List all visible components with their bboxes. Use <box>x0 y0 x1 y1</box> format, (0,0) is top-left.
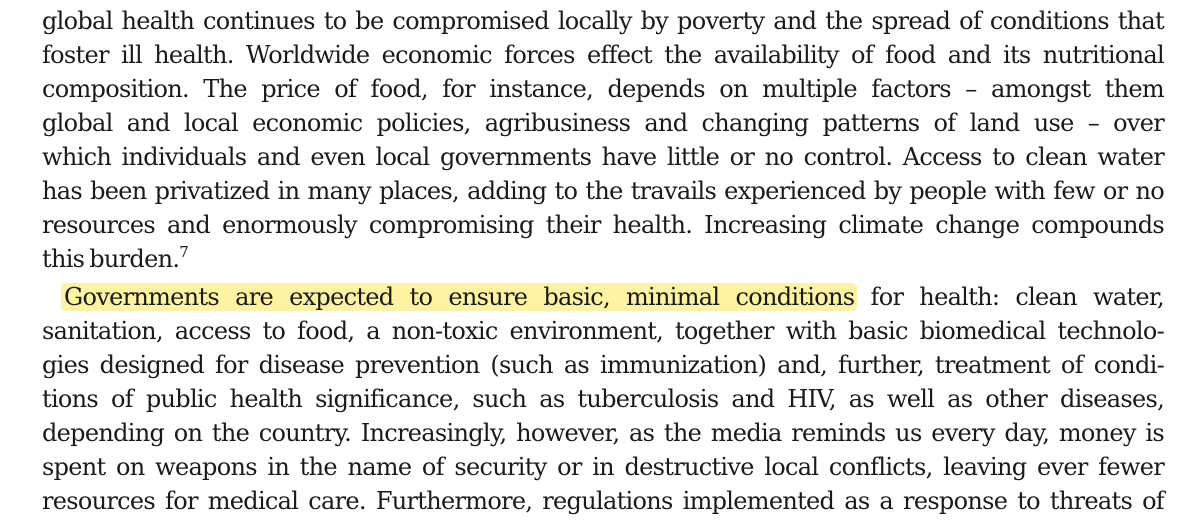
footnote-reference[interactable]: 7 <box>179 243 189 261</box>
paragraph-1-line-8 <box>42 242 1164 276</box>
paragraph-2-line-7: resources for medical care. Furthermore, regulations implemented as a response to threats of <box>42 487 1164 515</box>
paragraph-2-line-5: depending on the country. Increasingly, however, as the media reminds us every day, money is <box>42 419 1164 447</box>
paragraph-2-line-4: tions of public health significance, such as tuberculosis and HIV, as well as other diseases, <box>42 385 1164 413</box>
paragraph-1-line-2: foster ill health. Worldwide economic forces effect the availability of food and its nutritional <box>42 41 1164 69</box>
paragraph-1-line-4: global and local economic policies, agribusiness and changing patterns of land use – over <box>42 109 1164 137</box>
paragraph-1-line-7: resources and enormously compromising their health. Increasing climate change compounds <box>42 211 1164 239</box>
paragraph-1-line-1: global health continues to be compromised locally by poverty and the spread of conditions that <box>42 7 1164 35</box>
paragraph-1-line-3: composition. The price of food, for instance, depends on multiple factors – amongst them <box>42 75 1164 103</box>
paragraph-2-line-2: sanitation, access to food, a non-toxic environment, together with basic biomedical technolo- <box>42 317 1164 345</box>
paragraph-2-first-line-rest: for health: clean water, <box>854 283 1164 311</box>
paragraph-1-line-5: which individuals and even local governments have little or no control. Access to clean water <box>42 143 1164 171</box>
paragraph-2-line-3: gies designed for disease prevention (such as immunization) and, further, treatment of condi- <box>42 351 1164 379</box>
paragraph-2-line-6: spent on weapons in the name of security or in destructive local conflicts, leaving ever fewer <box>42 453 1164 481</box>
paragraph-2-line-1 <box>64 280 1164 314</box>
paragraph-1-line-6: has been privatized in many places, adding to the travails experienced by people with few or no <box>42 177 1164 205</box>
text-highlight[interactable]: Governments are expected to ensure basic, minimal conditions <box>61 283 857 311</box>
paragraph-1-final-text: this burden. <box>42 245 180 273</box>
